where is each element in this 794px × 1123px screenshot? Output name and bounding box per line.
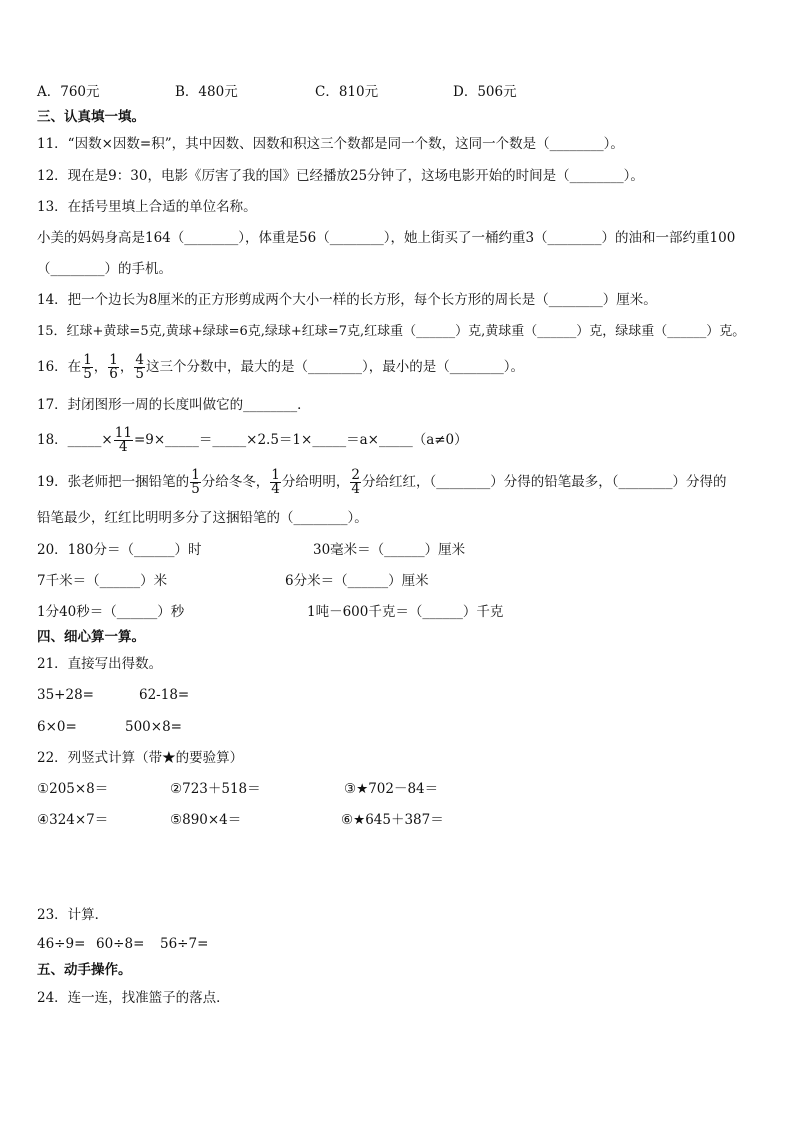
q22-item-1: ①205×8＝ [37,781,109,797]
question-24: 24．连一连，找准篮子的落点． [37,990,230,1006]
question-19-line-2: 铅笔最少，红红比明明多分了这捆铅笔的（________）。 [37,510,368,526]
fraction-1-5: $\frac{1}{5}$ [83,352,92,382]
option-b: B．480元 [175,84,238,100]
q20-item-c: 7千米＝（______）米 [37,573,168,589]
section-3-heading: 三、认真填一填。 [37,109,145,125]
q21-item-a: 35+28= [37,687,94,703]
q22-item-4: ④324×7＝ [37,812,109,828]
q22-item-2: ②723＋518＝ [170,781,261,797]
fraction-1-6: $\frac{1}{6}$ [109,352,118,382]
question-14: 14．把一个边长为8厘米的正方形剪成两个大小一样的长方形，每个长方形的周长是（________）厘米。 [37,292,657,308]
q23-item-c: 56÷7= [160,936,209,952]
fraction-11-4: $\frac{11}{4}$ [114,425,132,455]
question-19: 19．张老师把一捆铅笔的 $\frac{1}{5}$ 分给冬冬， $\frac{1}{4}$ 分给明明， $\frac{2}{4}$ 分给红红，（________）分得的铅笔最多，（________）分得的 [37,467,727,497]
section-4-heading: 四、细心算一算。 [37,629,145,645]
q16-prefix: 16．在 [37,359,82,375]
fraction-4-5: $\frac{4}{5}$ [135,352,144,382]
q21-item-c: 6×0= [37,719,77,735]
question-15: 15．红球+黄球=5克,黄球+绿球=6克,绿球+红球=7克,红球重（______）克,黄球重（______）克，绿球重（______）克。 [37,324,746,339]
q16-suffix: 这三个分数中，最大的是（________），最小的是（________）。 [145,359,524,375]
option-c: C．810元 [315,84,379,100]
fraction-1-5b: $\frac{1}{5}$ [191,467,200,497]
q20-item-e: 1分40秒＝（______）秒 [37,604,185,620]
question-12: 12．现在是9：30，电影《厉害了我的国》已经播放25分钟了，这场电影开始的时间是（________）。 [37,168,644,184]
q22-item-3: ③★702－84＝ [344,781,439,797]
option-d: D．506元 [453,84,517,100]
q21-item-b: 62-18= [139,687,190,703]
question-13-line-1: 小美的妈妈身高是164（________），体重是56（________），她上街买了一桶约重3（________）的油和一部约重100 [37,230,736,246]
fraction-1-4: $\frac{1}{4}$ [271,467,280,497]
q22-item-6: ⑥★645＋387＝ [341,812,444,828]
question-13-line-2: （________）的手机。 [37,261,172,277]
q20-item-d: 6分米＝（______）厘米 [285,573,429,589]
option-a: A．760元 [37,84,100,100]
question-16: 16．在 $\frac{1}{5}$ ， $\frac{1}{6}$ ， $\frac{4}{5}$ 这三个分数中，最大的是（________），最小的是（________）。 [37,352,524,382]
q20-item-f: 1吨－600千克＝（______）千克 [307,604,504,620]
q20-item-b: 30毫米＝（______）厘米 [313,542,466,558]
question-11: 11．“因数×因数=积”，其中因数、因数和积这三个数都是同一个数，这同一个数是（________）。 [37,136,624,152]
question-17: 17．封闭图形一周的长度叫做它的________． [37,397,311,413]
question-13: 13．在括号里填上合适的单位名称。 [37,199,257,215]
fraction-2-4: $\frac{2}{4}$ [351,467,360,497]
question-22: 22．列竖式计算（带★的要验算） [37,750,244,766]
q21-item-d: 500×8= [125,719,182,735]
question-18: 18．_____× $\frac{11}{4}$ =9×_____＝_____×2.5＝1×_____＝a×_____（a≠0） [37,425,468,455]
section-5-heading: 五、动手操作。 [37,962,132,978]
q23-item-b: 60÷8= [96,936,145,952]
question-21: 21．直接写出得数。 [37,656,163,672]
q23-item-a: 46÷9= [37,936,86,952]
q20-item-a: 20．180分＝（______）时 [37,542,202,558]
question-23: 23．计算． [37,907,109,923]
q22-item-5: ⑤890×4＝ [170,812,242,828]
